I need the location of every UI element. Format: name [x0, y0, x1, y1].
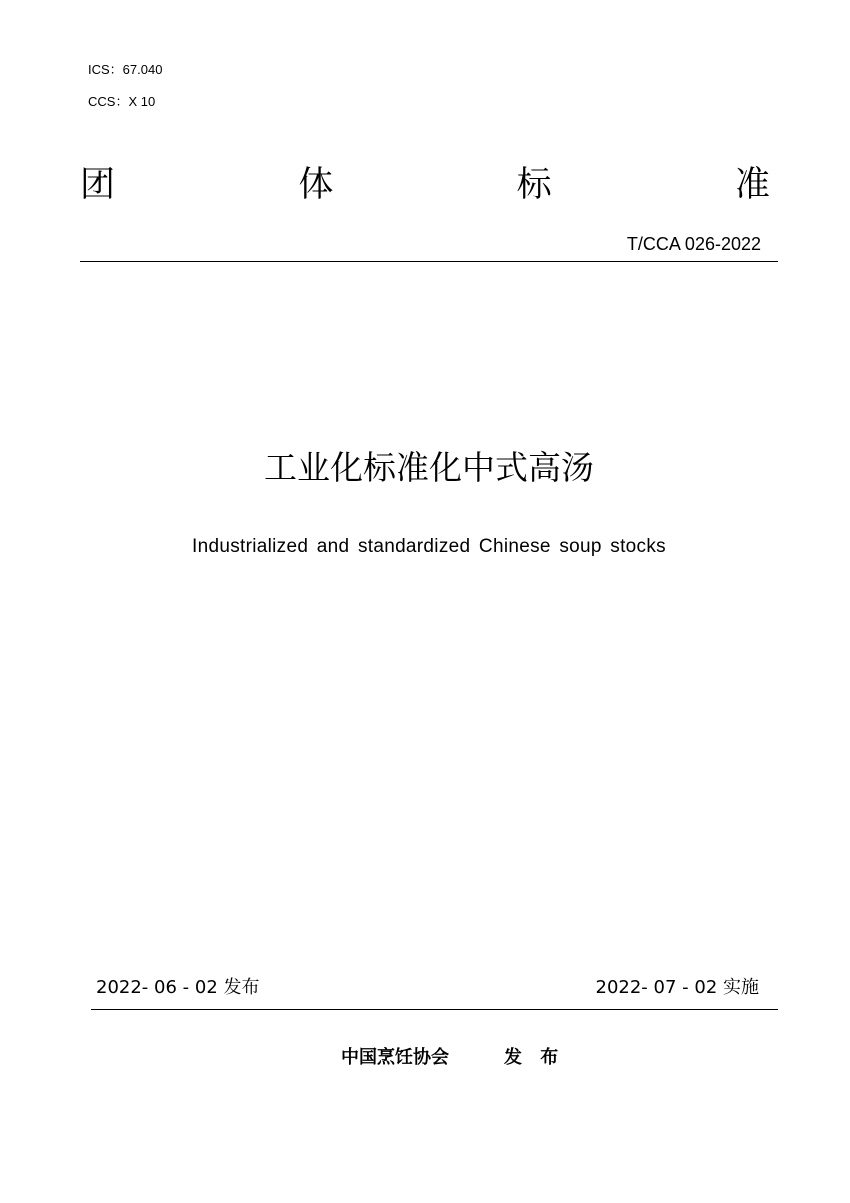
- header-divider: [80, 261, 778, 262]
- ics-code: ICS：67.040: [88, 62, 163, 77]
- standard-type-heading: [80, 163, 770, 207]
- standard-number: T/CCA 026-2022: [626, 234, 761, 254]
- implementation-date: 2022- 07 - 02 实施: [595, 977, 759, 998]
- issuing-organization: 中国烹饪协会: [341, 1047, 449, 1068]
- standard-type-char-1: 团: [80, 165, 116, 205]
- document-title-chinese: 工业化标准化中式高汤: [264, 448, 594, 487]
- footer-divider: [91, 1009, 778, 1010]
- ccs-code: CCS：X 10: [88, 94, 156, 109]
- issuing-action: 发 布: [504, 1047, 565, 1068]
- issue-date: 2022- 06 - 02 发布: [96, 977, 260, 998]
- standard-type-char-2: 体: [298, 165, 334, 205]
- standard-type-char-3: 标: [516, 165, 552, 205]
- standard-type-char-4: 准: [734, 165, 770, 205]
- document-title-english: Industrialized and standardized Chinese soup stocks: [192, 536, 666, 557]
